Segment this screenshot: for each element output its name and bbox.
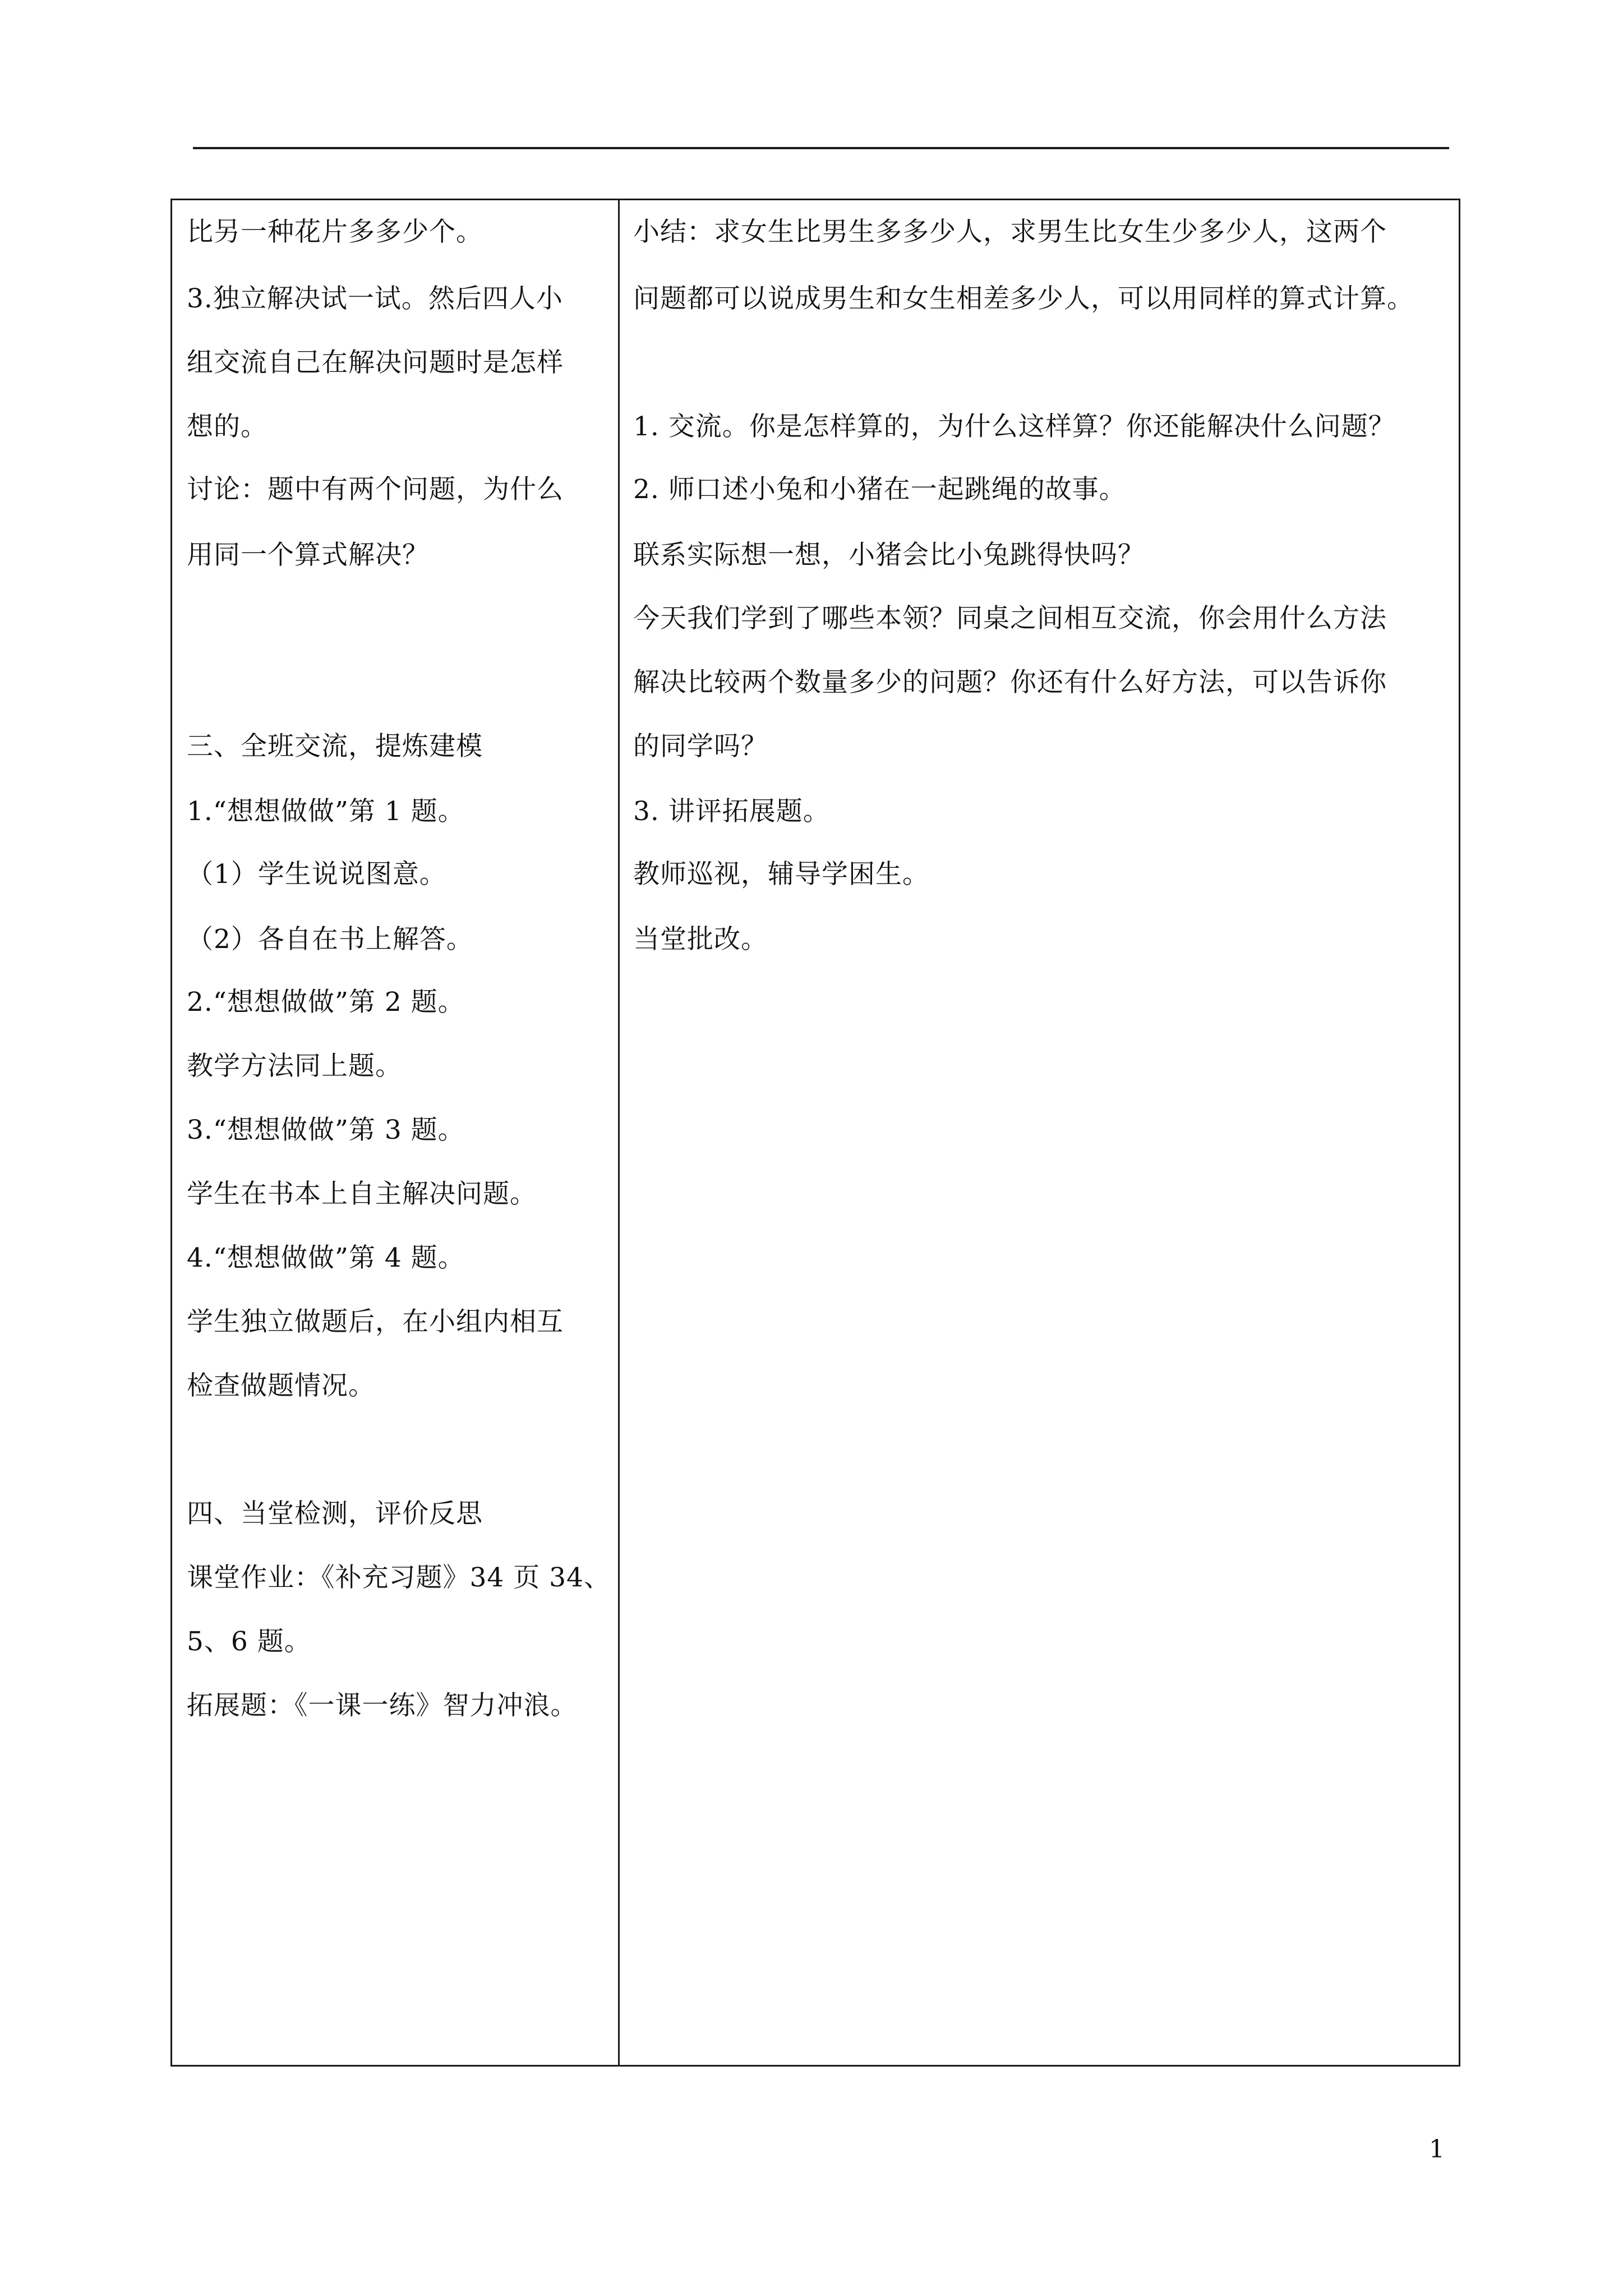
left-cell	[172, 200, 618, 2065]
section-heading: 三、全班交流，提炼建模	[187, 731, 483, 762]
right-line: 联系实际想一想，小猪会比小兔跳得快吗？	[633, 540, 1145, 570]
left-line: 4.“想想做做”第 4 题。	[187, 1243, 465, 1273]
section-heading: 四、当堂检测，评价反思	[187, 1498, 483, 1529]
left-line: 3.独立解决试一试。然后四人小	[187, 283, 563, 314]
left-line: 5、6 题。	[187, 1626, 311, 1657]
left-line: 学生在书本上自主解决问题。	[187, 1179, 537, 1209]
right-line: 问题都可以说成男生和女生相差多少人，可以用同样的算式计算。	[633, 283, 1414, 314]
left-line: 2.“想想做做”第 2 题。	[187, 987, 465, 1018]
right-cell	[620, 200, 1459, 2065]
right-line: 的同学吗？	[633, 731, 768, 762]
left-line: （2）各自在书上解答。	[187, 924, 473, 955]
right-line: 小结：求女生比男生多多少人，求男生比女生少多少人，这两个	[633, 217, 1387, 247]
left-line: 比另一种花片多多少个。	[187, 217, 483, 247]
left-line: 3.“想想做做”第 3 题。	[187, 1115, 465, 1145]
left-line: 拓展题：《一课一练》智力冲浪。	[187, 1690, 578, 1721]
page-number: 1	[1429, 2135, 1445, 2164]
left-line: 课堂作业：《补充习题》34 页 34、	[187, 1562, 611, 1593]
left-line: 教学方法同上题。	[187, 1051, 402, 1082]
right-line: 今天我们学到了哪些本领？同桌之间相互交流，你会用什么方法	[633, 603, 1387, 634]
left-line: 想的。	[187, 411, 268, 442]
right-line: 3. 讲评拓展题。	[633, 796, 830, 827]
right-line: 解决比较两个数量多少的问题？你还有什么好方法，可以告诉你	[633, 667, 1387, 698]
left-line: 讨论：题中有两个问题，为什么	[187, 474, 564, 505]
header-rule	[193, 147, 1449, 149]
left-line: 检查做题情况。	[187, 1370, 375, 1401]
left-line: （1）学生说说图意。	[187, 859, 446, 890]
left-line: 用同一个算式解决？	[187, 540, 429, 570]
left-line: 组交流自己在解决问题时是怎样	[187, 347, 564, 378]
left-line: 学生独立做题后，在小组内相互	[187, 1306, 564, 1337]
left-line: 1.“想想做做”第 1 题。	[187, 796, 465, 827]
right-line: 教师巡视，辅导学困生。	[633, 859, 929, 890]
right-line: 2. 师口述小兔和小猪在一起跳绳的故事。	[633, 474, 1126, 505]
right-line: 当堂批改。	[633, 924, 768, 955]
lesson-plan-table	[170, 199, 1460, 2067]
right-line: 1. 交流。你是怎样算的，为什么这样算？你还能解决什么问题？	[633, 411, 1395, 442]
